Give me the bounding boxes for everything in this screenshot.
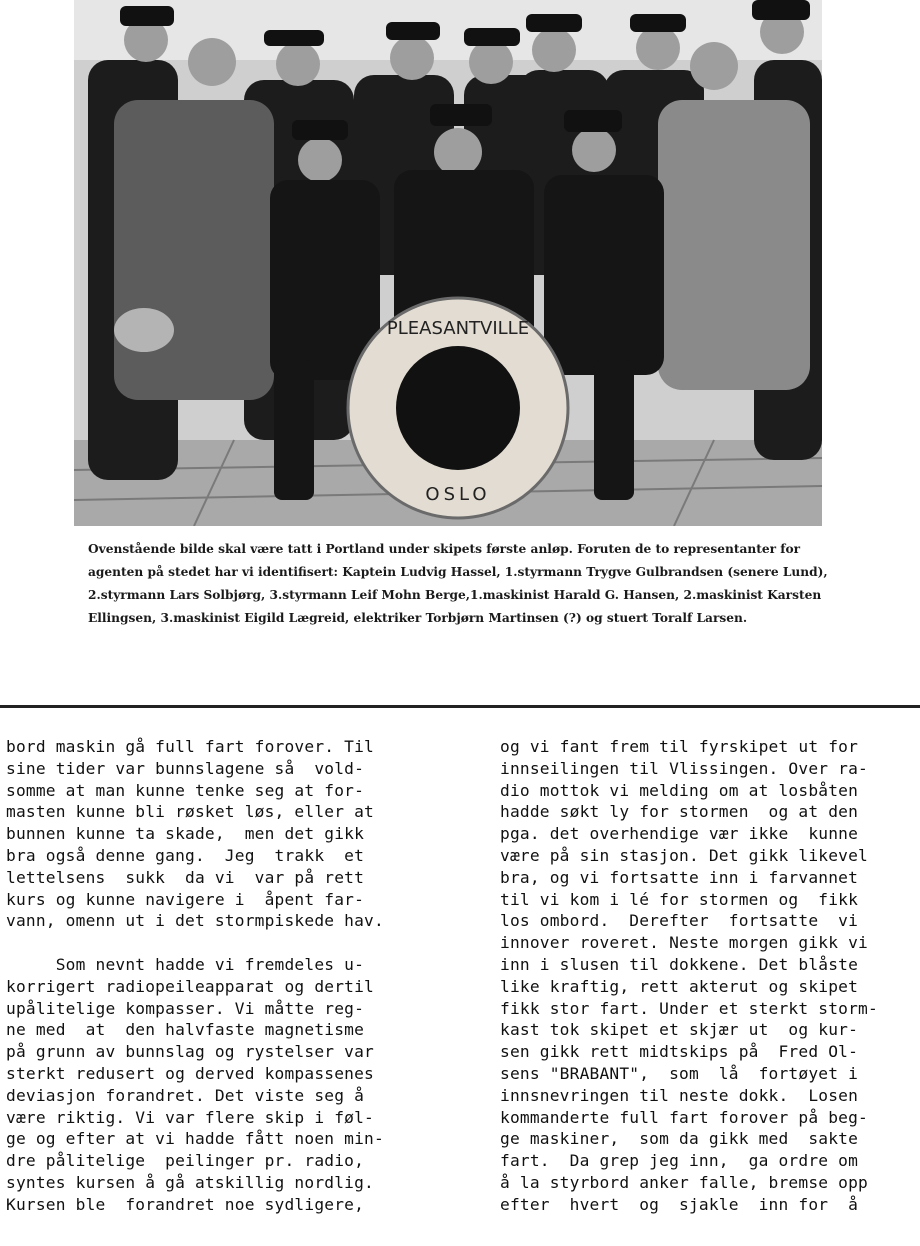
left-paragraph-2: Som nevnt hadde vi fremdeles u- korrigert radiopeileapparat og dertil upålitelige kompasser. Vi måtte reg- ne med at den halvfaste magnetisme på grunn av bunnslag og rystelser var sterkt redusert og derved kompassenes deviasjon forandret. Det viste seg å være riktig. Vi var flere skip i føl- ge og efter at vi hadde fått noen min- dre pålitelige peilinger pr. radio, syntes kursen å gå atskillig nordlig. Kursen ble forandret noe sydligere,: [6, 954, 384, 1214]
crew-photograph: [74, 0, 822, 526]
text-column-left: [6, 736, 406, 1216]
lifebuoy-bottom-text: OSLO: [425, 484, 491, 505]
section-divider: [0, 705, 920, 708]
text-column-right: [500, 736, 900, 1216]
left-paragraph-1: bord maskin gå full fart forover. Til sine tider var bunnslagene så vold- somme at man kunne tenke seg at for- masten kunne bli røsket løs, eller at bunnen kunne ta skade, men det gikk bra også denne gang. Jeg trakk et lettelsens sukk da vi var på rett kurs og kunne navigere i åpent far- vann, omenn ut i det stormpiskede hav.: [6, 737, 384, 931]
lifebuoy: [348, 298, 568, 518]
right-paragraph-1: og vi fant frem til fyrskipet ut for innseilingen til Vlissingen. Over ra- dio mottok vi melding om at losbåten hadde søkt ly for stormen og at den pga. det overhendige vær ikke kunne være på sin stasjon. Det gikk likevel bra, og vi fortsatte inn i farvannet til vi kom i lé for stormen og fikk los ombord. Derefter fortsatte vi innover roveret. Neste morgen gikk vi inn i slusen til dokkene. Det blåste like kraftig, rett akterut og skipet fikk stor fart. Under et sterkt storm- kast tok skipet et skjær ut og kur- sen gikk rett midtskips på Fred Ol- sens "BRABANT", som lå fortøyet i innsnevringen til neste dokk. Losen kommanderte full fart forover på beg- ge maskiner, som da gikk med sakte fart. Da grep jeg inn, ga ordre om å la styrbord anker falle, bremse opp efter hvert og sjakle inn for å: [500, 737, 878, 1214]
photo-caption: Ovenstående bilde skal være tatt i Portland under skipets første anløp. Foruten de to representanter for agenten på stedet har vi identifisert: Kaptein Ludvig Hassel, 1.styrmann Trygve Gulbrandsen (senere Lund), 2.styrmann Lars Solbjørg, 3.styrmann Leif Mohn Berge,1.maskinist Harald G. Hansen, 2.maskinist Karsten Ellingsen, 3.maskinist Eigild Lægreid, elektriker Torbjørn Martinsen (?) og stuert Toralf Larsen.: [88, 542, 828, 625]
lifebuoy-top-text: PLEASANTVILLE: [386, 318, 530, 339]
